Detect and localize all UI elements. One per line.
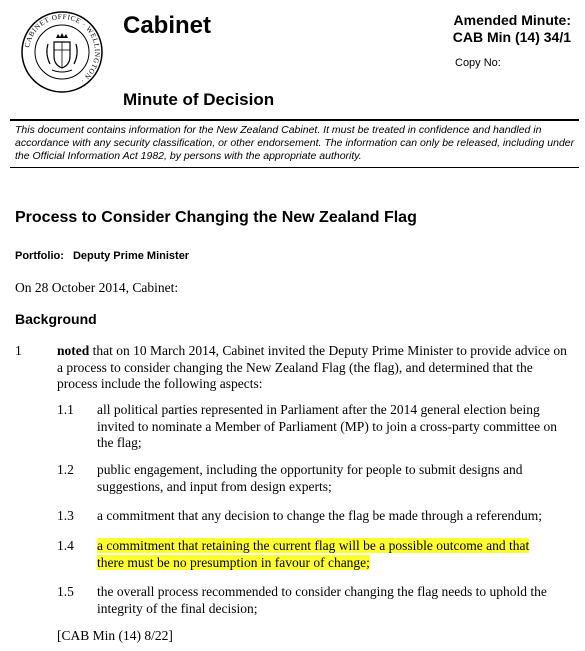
crest-icon xyxy=(47,33,77,72)
paragraph-lead: noted xyxy=(57,343,90,358)
section-heading: Background xyxy=(15,311,97,327)
page-subtitle: Minute of Decision xyxy=(123,90,275,109)
list-item-text xyxy=(97,538,547,571)
cabinet-office-seal xyxy=(20,10,104,94)
intro-line: On 28 October 2014, Cabinet: xyxy=(15,280,179,295)
top-divider xyxy=(10,119,579,121)
list-item-text: all political parties represented in Parliament after the 2014 general election being invited to nominate a Member of Parliament (MP) to join a cross-party committee on the flag; xyxy=(97,402,558,450)
list-item-text: the overall process recommended to consider changing the flag needs to uphold the integrity of the final decision; xyxy=(97,584,547,616)
list-item-text: public engagement, including the opportunity for people to submit designs and suggestions, and input from design experts; xyxy=(97,462,523,494)
paragraph-number: 1 xyxy=(15,343,22,358)
notice-divider xyxy=(10,167,579,168)
portfolio-value: Deputy Prime Minister xyxy=(72,250,190,262)
document-heading: Process to Consider Changing the New Zealand Flag xyxy=(15,209,417,226)
list-item-number: 1.4 xyxy=(57,538,74,553)
list-item-number: 1.2 xyxy=(57,462,74,477)
minute-reference: CAB Min (14) 34/1 xyxy=(452,29,571,45)
list-item-number: 1.3 xyxy=(57,508,74,523)
list-item-number: 1.5 xyxy=(57,584,74,599)
highlighted-text: a commitment that retaining the current flag will be a possible outcome and that there must be no presumption in favour of change; xyxy=(97,538,530,570)
list-item-text: a commitment that any decision to change the flag be made through a referendum; xyxy=(97,508,542,523)
page-title: Cabinet xyxy=(123,12,212,39)
paragraph-body: that on 10 March 2014, Cabinet invited the Deputy Prime Minister to provide advice on a process to consider changing the New Zealand Flag (the flag), and determined that the process include the following aspects: xyxy=(57,343,567,391)
amended-label: Amended Minute: xyxy=(453,12,571,28)
portfolio-line xyxy=(15,250,189,262)
paragraph-1 xyxy=(57,343,572,393)
copy-number-label: Copy No: xyxy=(455,57,501,69)
confidentiality-notice: This document contains information for the New Zealand Cabinet. It must be treated in confidence and handled in accordance with any security classification, or other endorsement. The information can only be released, including under the Official Information Act 1982, by persons with the appropriate authority. xyxy=(15,124,575,162)
portfolio-label: Portfolio: xyxy=(15,250,64,262)
amended-minute-block xyxy=(411,12,571,46)
list-item-number: 1.1 xyxy=(57,402,74,417)
seal-text: CABINET OFFICE · WELLINGTON · xyxy=(23,12,102,85)
cabinet-reference: [CAB Min (14) 8/22] xyxy=(57,628,173,643)
